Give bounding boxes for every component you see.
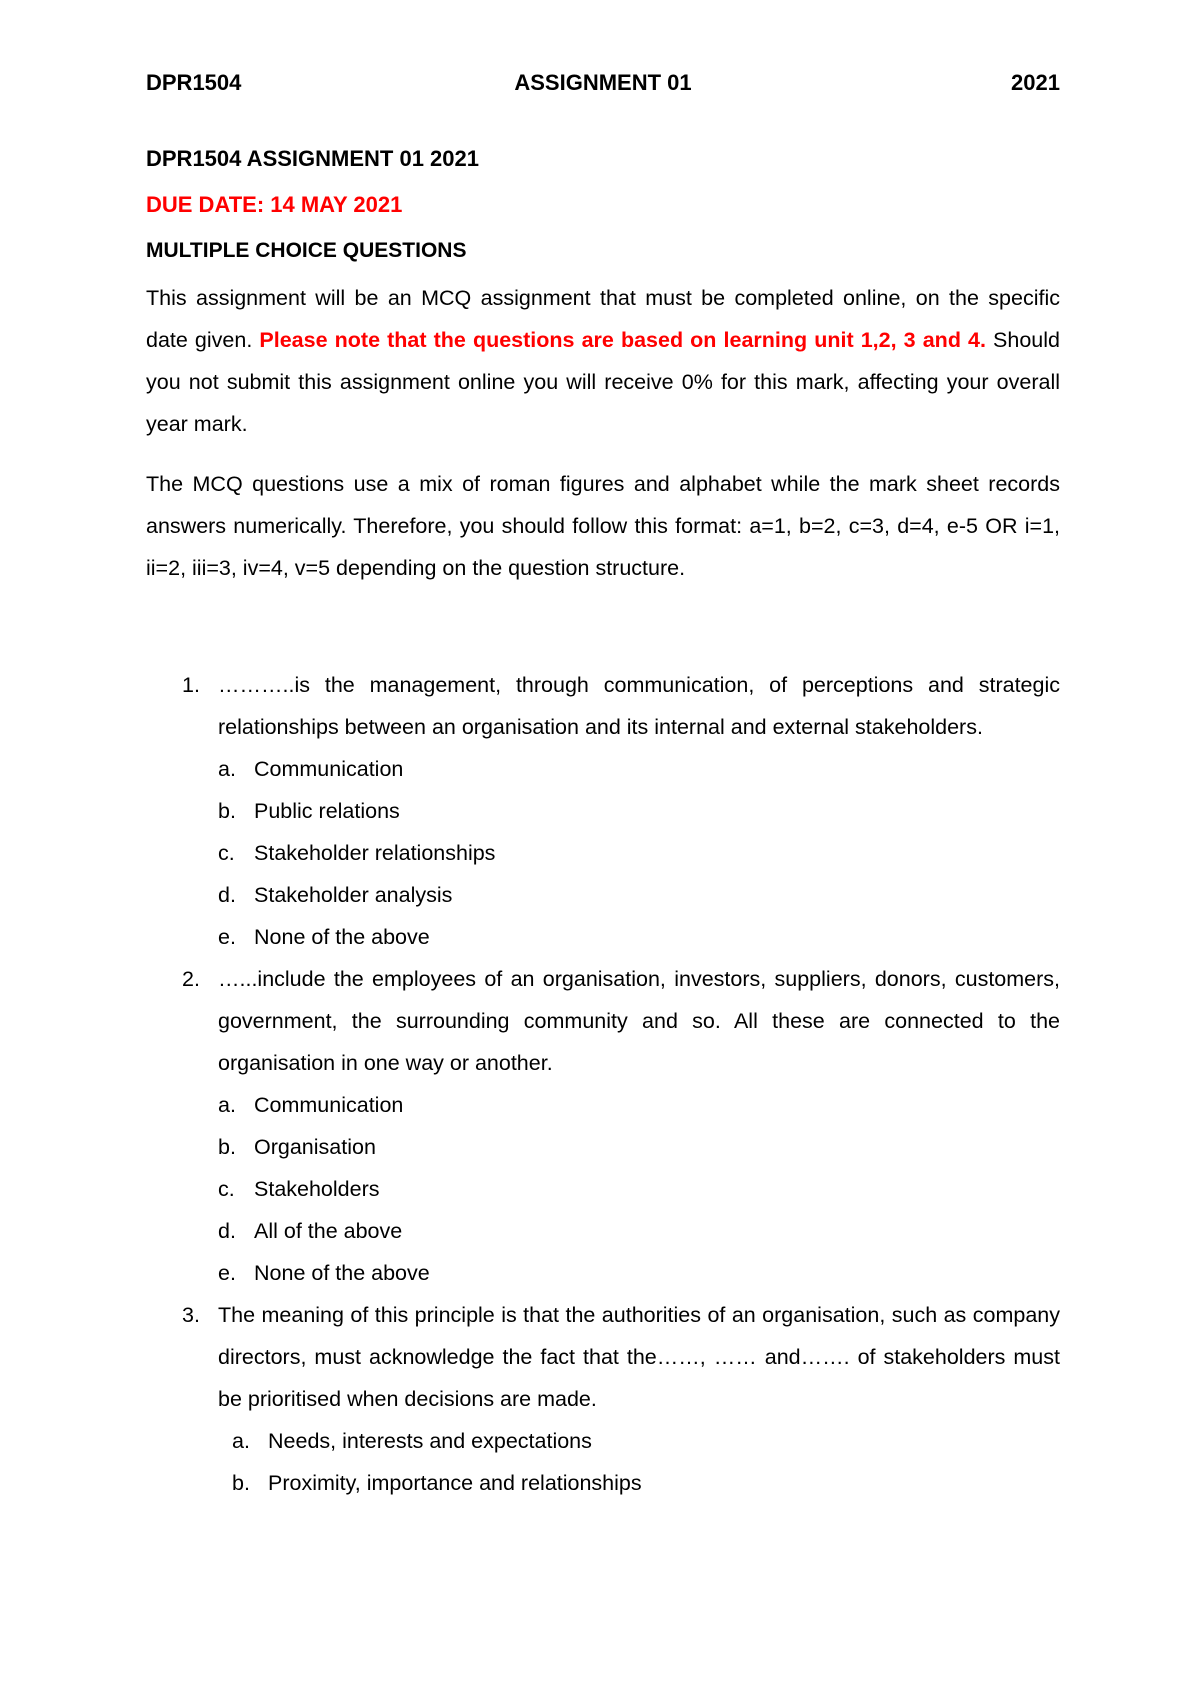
question-text: The meaning of this principle is that the authorities of an organisation, such as company directors, must acknowledge the fact that the……, …… and……. of stakeholders must be prioritised when decisions are made. [218, 1303, 1060, 1411]
option-letter: d. [218, 883, 236, 907]
option-letter: c. [218, 1177, 235, 1201]
option-text: Proximity, importance and relationships [268, 1471, 642, 1495]
option-letter: b. [218, 1135, 236, 1159]
intro-paragraph [146, 277, 1060, 445]
question-2 [146, 958, 1060, 1294]
option-text: All of the above [254, 1219, 403, 1243]
option-text: None of the above [254, 1261, 430, 1285]
question-number: 1. [182, 673, 200, 697]
option-letter: e. [218, 925, 236, 949]
option-item [218, 1084, 1060, 1126]
document-title: DPR1504 ASSIGNMENT 01 2021 [146, 146, 479, 171]
header-course-code: DPR1504 [146, 70, 242, 95]
option-text: Organisation [254, 1135, 376, 1159]
option-letter: c. [218, 841, 235, 865]
question-number: 3. [182, 1303, 200, 1327]
option-item [218, 874, 1060, 916]
option-text: Communication [254, 757, 404, 781]
option-letter: d. [218, 1219, 236, 1243]
header-assignment: ASSIGNMENT 01 [514, 70, 692, 95]
option-list [218, 1084, 1060, 1294]
intro-text-1: This assignment will be an MCQ assignment that must be completed online, on the specific date given. [146, 286, 1060, 352]
option-list [218, 1420, 1060, 1504]
option-item [232, 1420, 1060, 1462]
option-item [218, 1210, 1060, 1252]
option-item [218, 790, 1060, 832]
header-year: 2021 [1011, 70, 1060, 95]
question-text: …...include the employees of an organisation, investors, suppliers, donors, customers, government, the surrounding community and so. All these are connected to the organisation in one way or another. [218, 967, 1060, 1075]
running-header [146, 70, 1060, 100]
question-1 [146, 664, 1060, 958]
question-text: ………..is the management, through communication, of perceptions and strategic relationships between an organisation and its internal and external stakeholders. [218, 673, 1060, 739]
option-item [232, 1462, 1060, 1504]
option-text: Communication [254, 1093, 404, 1117]
question-3 [146, 1294, 1060, 1504]
option-letter: b. [232, 1471, 250, 1495]
option-letter: a. [218, 757, 236, 781]
option-letter: a. [232, 1429, 250, 1453]
option-list [218, 748, 1060, 958]
question-list [146, 664, 1060, 1504]
option-text: Public relations [254, 799, 400, 823]
format-note-paragraph: The MCQ questions use a mix of roman figures and alphabet while the mark sheet records answers numerically. Therefore, you should follow this format: a=1, b=2, c=3, d=4, e-5 OR i=1, ii=2, iii=3, iv=4, v=5 depending on the question structure. [146, 472, 1060, 580]
option-text: None of the above [254, 925, 430, 949]
option-item [218, 832, 1060, 874]
option-text: Stakeholders [254, 1177, 380, 1201]
intro-highlight: Please note that the questions are based on learning unit 1,2, 3 and 4. [259, 328, 986, 352]
due-date: DUE DATE: 14 MAY 2021 [146, 192, 403, 217]
option-item [218, 748, 1060, 790]
option-item [218, 1252, 1060, 1294]
option-text: Stakeholder relationships [254, 841, 496, 865]
question-number: 2. [182, 967, 200, 991]
option-text: Needs, interests and expectations [268, 1429, 592, 1453]
option-item [218, 1168, 1060, 1210]
option-letter: e. [218, 1261, 236, 1285]
option-letter: a. [218, 1093, 236, 1117]
option-item [218, 916, 1060, 958]
option-text: Stakeholder analysis [254, 883, 453, 907]
option-item [218, 1126, 1060, 1168]
intro-text-2: Should you not submit this assignment online you will receive 0% for this mark, affecting your overall year mark. [146, 328, 1061, 436]
option-letter: b. [218, 799, 236, 823]
section-heading: MULTIPLE CHOICE QUESTIONS [146, 239, 467, 262]
